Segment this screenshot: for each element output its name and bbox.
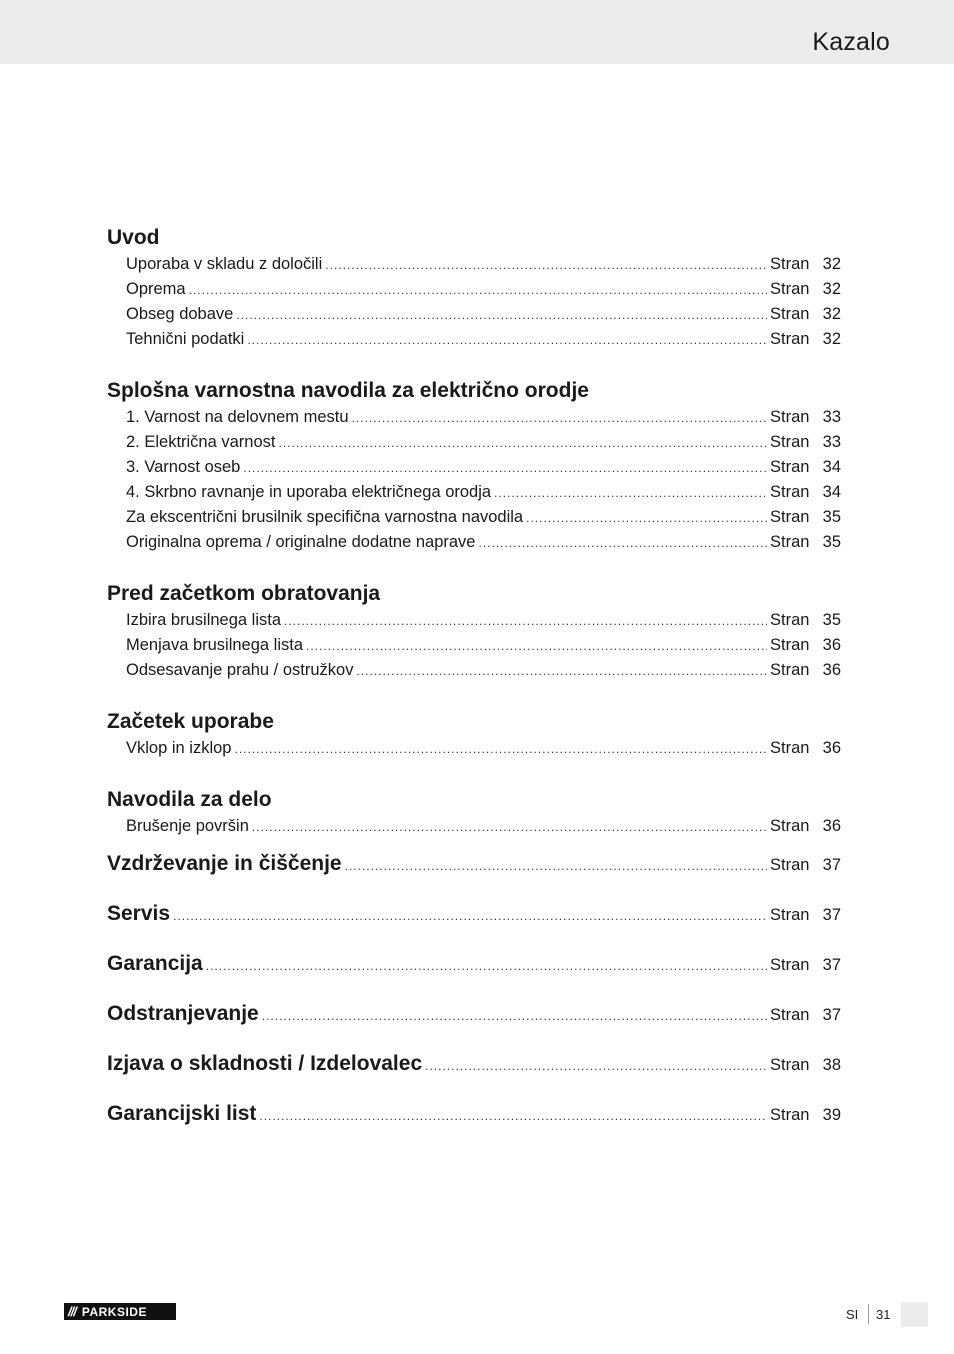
toc-section <box>107 377 841 555</box>
toc-entry[interactable] <box>107 277 841 302</box>
page-num: 36 <box>822 661 841 679</box>
page-word: Stran <box>770 739 810 757</box>
section-gap <box>107 555 841 580</box>
page-word: Stran <box>770 330 810 348</box>
table-of-contents <box>107 224 841 1139</box>
toc-section <box>107 580 841 683</box>
section-gap <box>107 683 841 708</box>
section-heading: Izjava o skladnosti / Izdelovalec <box>107 1052 423 1075</box>
toc-section <box>107 224 841 352</box>
toc-section-entry[interactable] <box>107 1089 841 1139</box>
section-heading: Odstranjevanje <box>107 1002 259 1025</box>
page-reference <box>770 940 841 990</box>
dot-leader <box>236 303 767 328</box>
toc-entry[interactable] <box>107 480 841 505</box>
page-num: 37 <box>822 906 841 924</box>
page-word: Stran <box>770 636 810 654</box>
page-num: 35 <box>822 611 841 629</box>
section-heading: Uvod <box>107 226 160 249</box>
dot-leader <box>478 531 767 556</box>
section-heading: Pred začetkom obratovanja <box>107 582 381 605</box>
toc-entry[interactable] <box>107 430 841 455</box>
page-reference <box>770 840 841 890</box>
section-heading: Navodila za delo <box>107 788 272 811</box>
page-title: Kazalo <box>812 28 890 56</box>
page-reference <box>770 990 841 1040</box>
page-num: 32 <box>822 280 841 298</box>
dot-leader <box>243 456 767 481</box>
dot-leader <box>306 634 767 659</box>
dot-leader <box>278 431 767 456</box>
page-reference <box>770 480 841 505</box>
logo-slashes: /// <box>68 1304 76 1319</box>
page-num: 37 <box>822 956 841 974</box>
section-heading: Garancijski list <box>107 1102 257 1125</box>
section-gap <box>107 761 841 786</box>
toc-entry[interactable] <box>107 608 841 633</box>
page-word: Stran <box>770 508 810 526</box>
page-word: Stran <box>770 305 810 323</box>
entry-label: 3. Varnost oseb <box>126 458 241 476</box>
page-reference <box>770 430 841 455</box>
toc-section <box>107 786 841 839</box>
dot-leader <box>526 506 767 531</box>
entry-label: Obseg dobave <box>126 305 234 323</box>
parkside-logo <box>64 1303 176 1320</box>
toc-section-entry[interactable] <box>107 939 841 989</box>
toc-section-entry[interactable] <box>107 1039 841 1089</box>
footer-divider <box>868 1304 869 1324</box>
dot-leader <box>425 1041 767 1091</box>
page-num: 33 <box>822 433 841 451</box>
entry-label: Menjava brusilnega lista <box>126 636 304 654</box>
page-num: 32 <box>822 330 841 348</box>
entry-label: Tehnični podatki <box>126 330 245 348</box>
page-reference <box>770 252 841 277</box>
page-word: Stran <box>770 956 810 974</box>
page-num: 38 <box>822 1056 841 1074</box>
page-reference <box>770 505 841 530</box>
page-word: Stran <box>770 483 810 501</box>
page-reference <box>770 327 841 352</box>
toc-entry[interactable] <box>107 530 841 555</box>
entry-label: 4. Skrbno ravnanje in uporaba električnega orodja <box>126 483 492 501</box>
page-num: 34 <box>822 483 841 501</box>
language-code: SI <box>846 1307 859 1322</box>
page-num: 35 <box>822 508 841 526</box>
dot-leader <box>252 815 767 840</box>
page-word: Stran <box>770 408 810 426</box>
page-reference <box>770 736 841 761</box>
page-num: 32 <box>822 305 841 323</box>
page-reference <box>770 890 841 940</box>
page-num: 33 <box>822 408 841 426</box>
toc-entry[interactable] <box>107 814 841 839</box>
toc-entry[interactable] <box>107 658 841 683</box>
dot-leader <box>494 481 767 506</box>
page-num: 37 <box>822 856 841 874</box>
dot-leader <box>206 941 767 991</box>
page-word: Stran <box>770 611 810 629</box>
page-reference <box>770 633 841 658</box>
page-reference <box>770 455 841 480</box>
toc-entry[interactable] <box>107 252 841 277</box>
page-num: 34 <box>822 458 841 476</box>
page-reference <box>770 608 841 633</box>
entry-label: 1. Varnost na delovnem mestu <box>126 408 349 426</box>
toc-entry[interactable] <box>107 302 841 327</box>
header-band <box>0 0 954 64</box>
entry-label: Izbira brusilnega lista <box>126 611 281 629</box>
page-num: 32 <box>822 255 841 273</box>
toc-entry[interactable] <box>107 633 841 658</box>
page-reference <box>770 530 841 555</box>
page-word: Stran <box>770 1106 810 1124</box>
page-reference <box>770 814 841 839</box>
page-word: Stran <box>770 533 810 551</box>
page-word: Stran <box>770 433 810 451</box>
dot-leader <box>262 991 767 1041</box>
section-heading: Splošna varnostna navodila za električno orodje <box>107 379 589 402</box>
page-num: 36 <box>822 817 841 835</box>
page-number: 31 <box>876 1307 891 1322</box>
page-word: Stran <box>770 661 810 679</box>
entry-label: Odsesavanje prahu / ostružkov <box>126 661 354 679</box>
entry-label: Oprema <box>126 280 186 298</box>
toc-entry[interactable] <box>107 736 841 761</box>
section-heading: Začetek uporabe <box>107 710 274 733</box>
toc-section <box>107 708 841 761</box>
entry-label: Vklop in izklop <box>126 739 232 757</box>
page-reference <box>770 277 841 302</box>
toc-entry[interactable] <box>107 405 841 430</box>
section-heading: Servis <box>107 902 171 925</box>
page-word: Stran <box>770 458 810 476</box>
entry-label: Originalna oprema / originalne dodatne naprave <box>126 533 476 551</box>
page-num: 36 <box>822 739 841 757</box>
page-num: 39 <box>822 1106 841 1124</box>
page-word: Stran <box>770 255 810 273</box>
dot-leader <box>356 659 767 684</box>
toc-entry[interactable] <box>107 505 841 530</box>
toc-section-entry[interactable] <box>107 989 841 1039</box>
entry-label: Uporaba v skladu z določili <box>126 255 323 273</box>
page-word: Stran <box>770 280 810 298</box>
page-reference <box>770 1090 841 1140</box>
page-num: 36 <box>822 636 841 654</box>
page-reference <box>770 658 841 683</box>
entry-label: 2. Električna varnost <box>126 433 276 451</box>
toc-entry[interactable] <box>107 327 841 352</box>
logo-text: PARKSIDE <box>81 1304 147 1319</box>
dot-leader <box>173 891 767 941</box>
toc-entry[interactable] <box>107 455 841 480</box>
section-heading: Garancija <box>107 952 203 975</box>
page-word: Stran <box>770 1006 810 1024</box>
section-gap <box>107 352 841 377</box>
section-heading: Vzdrževanje in čiščenje <box>107 852 342 875</box>
toc-section-entry[interactable] <box>107 839 841 889</box>
toc-section-entry[interactable] <box>107 889 841 939</box>
page-num: 37 <box>822 1006 841 1024</box>
page-num: 35 <box>822 533 841 551</box>
page-word: Stran <box>770 856 810 874</box>
dot-leader <box>352 406 767 431</box>
page-word: Stran <box>770 817 810 835</box>
dot-leader <box>259 1091 767 1141</box>
dot-leader <box>247 328 767 353</box>
dot-leader <box>284 609 767 634</box>
dot-leader <box>189 278 767 303</box>
page-word: Stran <box>770 1056 810 1074</box>
entry-label: Brušenje površin <box>126 817 249 835</box>
page-reference <box>770 1040 841 1090</box>
page-word: Stran <box>770 906 810 924</box>
dot-leader <box>234 737 767 762</box>
page-reference <box>770 302 841 327</box>
page-reference <box>770 405 841 430</box>
footer-tab <box>901 1302 928 1327</box>
dot-leader <box>345 841 767 891</box>
dot-leader <box>325 253 767 278</box>
entry-label: Za ekscentrični brusilnik specifična varnostna navodila <box>126 508 524 526</box>
